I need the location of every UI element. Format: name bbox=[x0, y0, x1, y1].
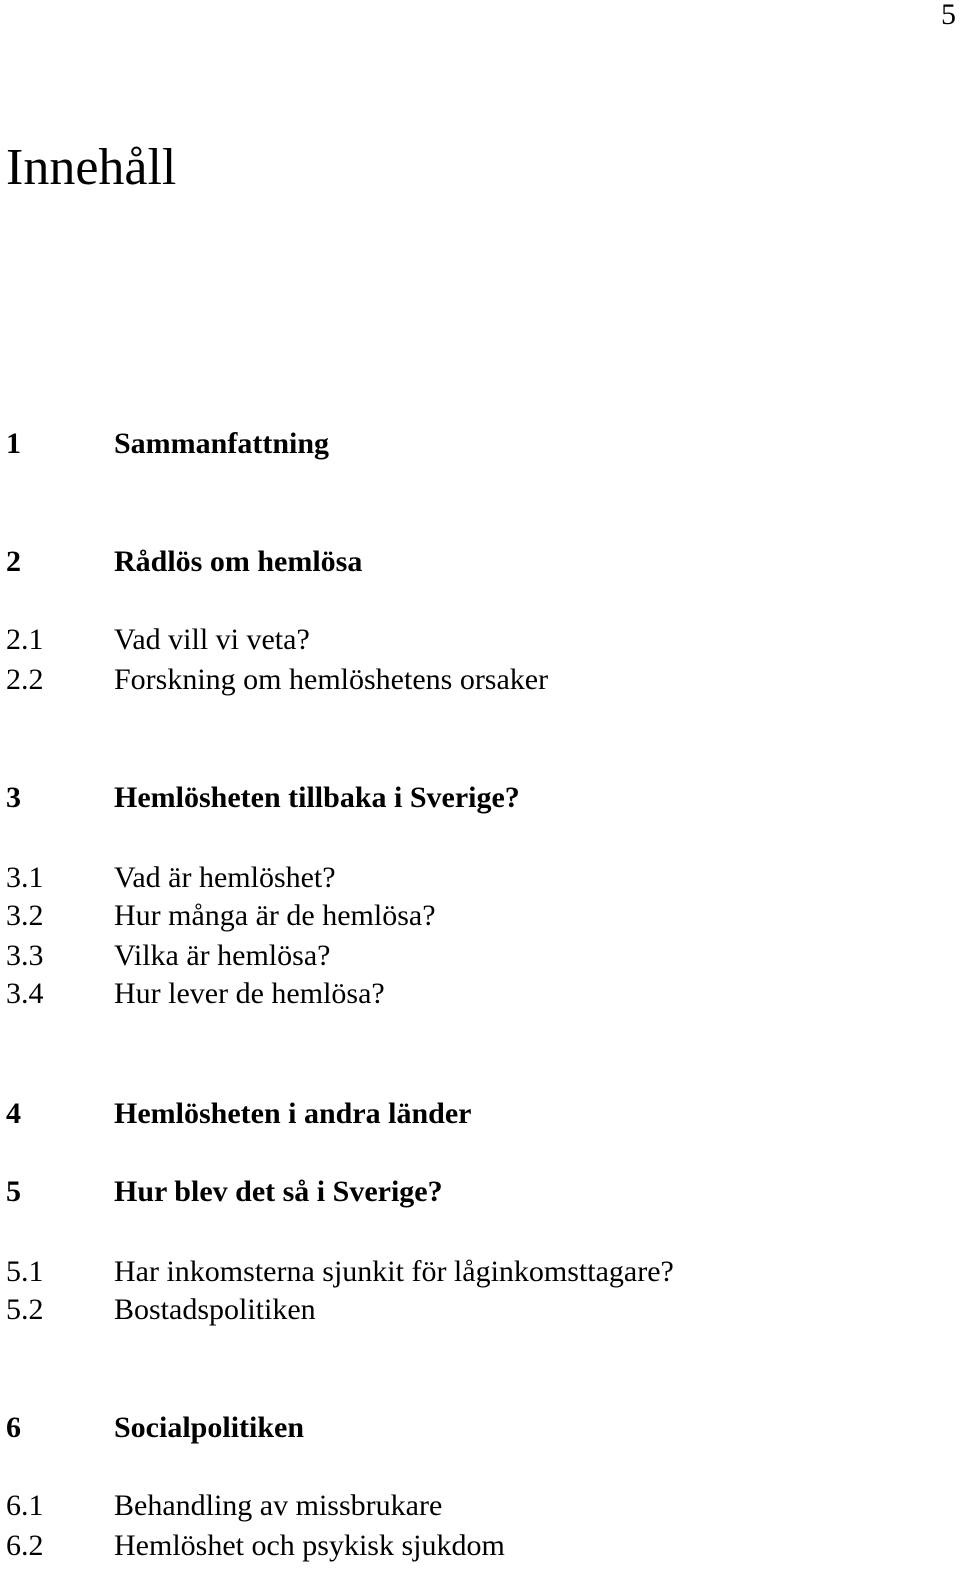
toc-entry-title: Behandling av missbrukare bbox=[114, 1489, 443, 1522]
toc-entry-number: 2.2 bbox=[6, 663, 44, 696]
toc-entry-number: 3.2 bbox=[6, 899, 44, 932]
toc-entry-title: Hemlöshet och psykisk sjukdom bbox=[114, 1529, 505, 1562]
toc-entry-1[interactable] bbox=[6, 424, 946, 464]
toc-entry-5-2[interactable] bbox=[6, 1290, 946, 1330]
page-title: Innehåll bbox=[6, 139, 177, 196]
toc-entry-number: 4 bbox=[6, 1097, 21, 1130]
toc-entry-number: 3.1 bbox=[6, 861, 44, 894]
toc-entry-3-1[interactable] bbox=[6, 858, 946, 898]
toc-entry-title: Hemlösheten i andra länder bbox=[114, 1097, 472, 1130]
toc-entry-3-3[interactable] bbox=[6, 936, 946, 976]
toc-entry-number: 2 bbox=[6, 545, 21, 578]
toc-entry-number: 5.1 bbox=[6, 1255, 44, 1288]
toc-entry-number: 5.2 bbox=[6, 1293, 44, 1326]
toc-entry-title: Hur många är de hemlösa? bbox=[114, 899, 436, 932]
toc-entry-number: 6.1 bbox=[6, 1489, 44, 1522]
toc-entry-6-2[interactable] bbox=[6, 1526, 946, 1566]
toc-entry-3[interactable] bbox=[6, 778, 946, 818]
toc-entry-4[interactable] bbox=[6, 1094, 946, 1134]
toc-entry-6[interactable] bbox=[6, 1408, 946, 1448]
toc-entry-number: 5 bbox=[6, 1175, 21, 1208]
toc-entry-6-1[interactable] bbox=[6, 1486, 946, 1526]
toc-entry-2-2[interactable] bbox=[6, 660, 946, 700]
toc-entry-number: 3.3 bbox=[6, 939, 44, 972]
toc-entry-3-4[interactable] bbox=[6, 974, 946, 1014]
toc-entry-title: Sammanfattning bbox=[114, 427, 330, 460]
toc-entry-title: Hemlösheten tillbaka i Sverige? bbox=[114, 781, 520, 814]
toc-entry-number: 6.2 bbox=[6, 1529, 44, 1562]
toc-entry-3-2[interactable] bbox=[6, 896, 946, 936]
toc-entry-title: Vad vill vi veta? bbox=[114, 623, 310, 656]
toc-entry-title: Vilka är hemlösa? bbox=[114, 939, 331, 972]
toc-entry-2-1[interactable] bbox=[6, 620, 946, 660]
toc-entry-5-1[interactable] bbox=[6, 1252, 946, 1292]
toc-entry-title: Hur lever de hemlösa? bbox=[114, 977, 385, 1010]
toc-entry-title: Forskning om hemlöshetens orsaker bbox=[114, 663, 549, 696]
toc-entry-2[interactable] bbox=[6, 542, 946, 582]
toc-entry-title: Rådlös om hemlösa bbox=[114, 545, 363, 578]
toc-entry-number: 2.1 bbox=[6, 623, 44, 656]
toc-entry-5[interactable] bbox=[6, 1172, 946, 1212]
page-number: 5 bbox=[941, 0, 956, 31]
toc-entry-title: Har inkomsterna sjunkit för låginkomsttagare? bbox=[114, 1255, 674, 1288]
toc-entry-title: Vad är hemlöshet? bbox=[114, 861, 336, 894]
toc-entry-number: 3.4 bbox=[6, 977, 44, 1010]
toc-entry-title: Bostadspolitiken bbox=[114, 1293, 316, 1326]
toc-entry-title: Hur blev det så i Sverige? bbox=[114, 1175, 443, 1208]
toc-entry-number: 6 bbox=[6, 1411, 21, 1444]
toc-entry-title: Socialpolitiken bbox=[114, 1411, 305, 1444]
toc-entry-number: 3 bbox=[6, 781, 21, 814]
toc-entry-number: 1 bbox=[6, 427, 21, 460]
